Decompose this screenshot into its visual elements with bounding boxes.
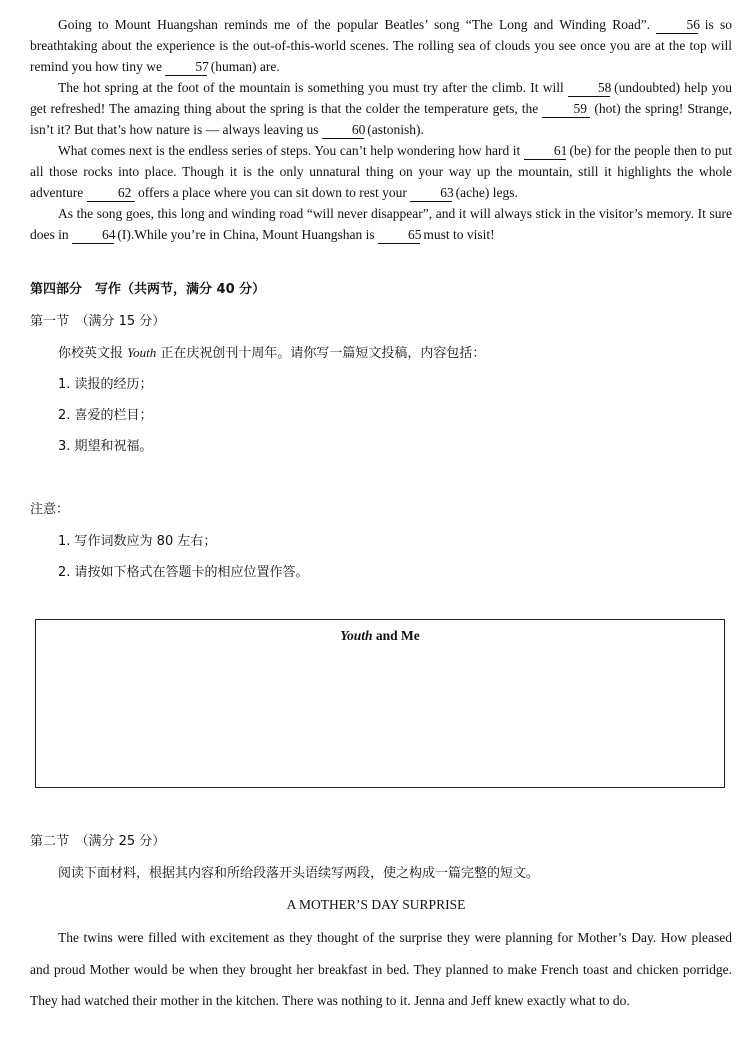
cloze-paragraph-4 [30, 203, 732, 245]
note-item-1: 1. 写作词数应为 80 左右； [58, 534, 217, 549]
title-italic: Youth [340, 628, 373, 643]
section1-prompt [58, 343, 752, 364]
section2-heading: 第二节 （满分 25 分） [30, 834, 166, 849]
cloze-text: As the song goes, this long and winding road “will never disappear”, and it will always stick in the visitor’s memory. It sure does in [30, 206, 732, 242]
cloze-text: (human) are. [210, 59, 280, 74]
cloze-paragraph-3 [30, 140, 732, 203]
answer-blank-58[interactable]: 58 [568, 80, 610, 97]
answer-blank-65[interactable]: 65 [378, 227, 420, 244]
cloze-paragraph-2 [30, 77, 732, 140]
cloze-text: (ache) legs. [455, 185, 518, 200]
answer-blank-64[interactable]: 64 [72, 227, 114, 244]
answer-blank-56[interactable]: 56 [656, 17, 698, 34]
answer-blank-62[interactable]: 62 [87, 185, 135, 202]
cloze-text: is so breathtaking about the experience is the out-of-this-world scenes. The rolling sea of clouds you see once you are at the top will remind you how tiny we [30, 17, 733, 74]
cloze-paragraph-1 [30, 14, 732, 77]
cloze-text: (undoubted) help you get refreshed! The amazing thing about the spring is that the colder the temperature gets, the [30, 80, 732, 116]
prompt-text: 正在庆祝创刊十周年。请你写一篇短文投稿，内容包括： [156, 346, 486, 361]
prompt-text: 你校英文报 [58, 346, 128, 361]
content-item-3: 3. 期望和祝福。 [58, 439, 153, 454]
content-item-2: 2. 喜爱的栏目； [58, 408, 153, 423]
cloze-text: offers a place where you can sit down to rest your [137, 185, 407, 200]
section1-heading: 第一节 （满分 15 分） [30, 314, 166, 329]
cloze-text: must to visit! [423, 227, 495, 242]
content-item-1: 1. 读报的经历； [58, 377, 153, 392]
answer-blank-59[interactable]: 59 [542, 101, 590, 118]
answer-box-title [36, 628, 724, 644]
cloze-text: (I).While you’re in China, Mount Huangshan is [117, 227, 375, 242]
cloze-text: (astonish). [367, 122, 424, 137]
note-label: 注意： [30, 502, 70, 517]
newspaper-name: Youth [127, 345, 157, 360]
cloze-text: The hot spring at the foot of the mountain is something you must try after the climb. It will [58, 80, 564, 95]
cloze-text: (hot) the spring! Strange, isn’t it? But that’s how nature is — always leaving us [30, 101, 733, 137]
cloze-text: (be) for the people then to put all those rocks into place. Though it is the only unnatural thing on your way up the mountain, still it highlights the whole adventure [30, 143, 733, 200]
note-item-2: 2. 请按如下格式在答题卡的相应位置作答。 [58, 565, 309, 580]
answer-blank-63[interactable]: 63 [410, 185, 452, 202]
answer-blank-61[interactable]: 61 [524, 143, 566, 160]
answer-blank-57[interactable]: 57 [165, 59, 207, 76]
cloze-text: What comes next is the endless series of steps. You can’t help wondering how hard it [58, 143, 521, 158]
story-title: A MOTHER’S DAY SURPRISE [286, 897, 466, 912]
answer-box[interactable] [35, 619, 725, 788]
story-paragraph: The twins were filled with excitement as they thought of the surprise they were planning for Mother’s Day. How pleased and proud Mother would be when they brought her breakfast in bed. They planned to make French toast and chicken porridge. They had watched their mother in the kitchen. There was nothing to it. Jenna and Jeff knew exactly what to do. [30, 930, 732, 1008]
section2-prompt: 阅读下面材料，根据其内容和所给段落开头语续写两段，使之构成一篇完整的短文。 [58, 866, 540, 881]
title-rest: and Me [372, 628, 420, 643]
cloze-text: Going to Mount Huangshan reminds me of the popular Beatles’ song “The Long and Winding Road”. [58, 17, 651, 32]
answer-blank-60[interactable]: 60 [322, 122, 364, 139]
part-heading: 第四部分 写作（共两节，满分 40 分） [30, 282, 266, 297]
